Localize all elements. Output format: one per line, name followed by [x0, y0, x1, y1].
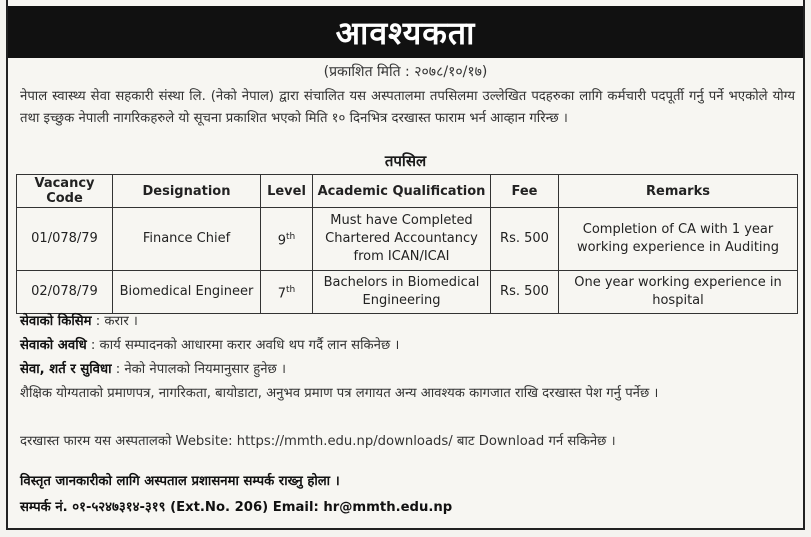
service-type-label: सेवाको किसिम — [20, 314, 92, 329]
col-header-level: Level — [261, 175, 313, 208]
service-type-value: : करार । — [91, 314, 138, 329]
vacancy-table — [16, 174, 798, 314]
table-header-row — [17, 175, 798, 208]
cell-fee: Rs. 500 — [491, 271, 559, 314]
cell-qualification: Must have Completed Chartered Accountancy from ICAN/ICAI — [313, 208, 491, 271]
cell-level — [261, 208, 313, 271]
cell-remarks: Completion of CA with 1 year working experience in Auditing — [559, 208, 798, 271]
col-header-code: Vacancy Code — [17, 175, 113, 208]
cell-qualification: Bachelors in Biomedical Engineering — [313, 271, 491, 314]
col-header-fee: Fee — [491, 175, 559, 208]
published-date: (प्रकाशित मिति : २०७८/१०/१७) — [323, 64, 488, 80]
col-header-remarks: Remarks — [559, 175, 798, 208]
cell-level — [261, 271, 313, 314]
contact-info: विस्तृत जानकारीको लागि अस्पताल प्रशासनमा सम्पर्क राख्नु होला । — [20, 474, 340, 489]
cell-remarks: One year working experience in hospital — [559, 271, 798, 314]
cell-code: 02/078/79 — [17, 271, 113, 314]
cell-fee: Rs. 500 — [491, 208, 559, 271]
notice-panel — [6, 0, 805, 530]
col-header-qualification: Academic Qualification — [313, 175, 491, 208]
service-terms-value: : नेको नेपालको नियमानुसार हुनेछ । — [111, 362, 286, 377]
service-terms — [20, 359, 800, 381]
cell-designation: Biomedical Engineer — [113, 271, 261, 314]
service-period-value: : कार्य सम्पादनको आधारमा करार अवधि थप गर्दै लान सकिनेछ । — [86, 338, 400, 353]
download-info: दरखास्त फारम यस अस्पतालको Website: https://mmth.edu.np/downloads/ बाट Download गर्न सकिनेछ । — [20, 434, 616, 449]
level-suffix: th — [286, 284, 296, 295]
level-suffix: th — [286, 231, 296, 242]
service-period — [20, 335, 800, 357]
title-banner — [8, 6, 803, 58]
schedule-title: तपसिल — [384, 152, 427, 170]
service-terms-label: सेवा, शर्त र सुविधा — [20, 362, 112, 377]
table-row — [17, 208, 798, 271]
required-documents: शैक्षिक योग्यताको प्रमाणपत्र, नागरिकता, बायोडाटा, अनुभव प्रमाण पत्र लगायत अन्य आवश्यक कागजात राखि दरखास्त पेश गर्नु पर्नेछ । — [20, 386, 659, 401]
table-row — [17, 271, 798, 314]
cell-designation: Finance Chief — [113, 208, 261, 271]
cell-code: 01/078/79 — [17, 208, 113, 271]
level-value: 9 — [277, 233, 287, 249]
intro-paragraph: नेपाल स्वास्थ्य सेवा सहकारी संस्था लि. (नेको नेपाल) द्वारा संचालित यस अस्पतालमा तपसिलमा उल्लेखित पदहरुका लागि कर्मचारी पदपूर्ती गर्नु पर्ने भएकोले योग्य तथा इच्छुक नेपाली नागरिकहरुले यो सूचना प्रकाशित भएको मिति १० दिनभित्र दरखास्त फाराम भर्न आव्हान गरिन्छ । — [20, 89, 795, 126]
contact-line: सम्पर्क नं. ०१-५२४७३१४-३१९ (Ext.No. 206) Email: hr@mmth.edu.np — [20, 500, 453, 515]
service-type — [20, 311, 800, 333]
col-header-designation: Designation — [113, 175, 261, 208]
page-title: आवश्यकता — [335, 13, 476, 52]
level-value: 7 — [277, 286, 287, 302]
service-period-label: सेवाको अवधि — [20, 338, 87, 353]
